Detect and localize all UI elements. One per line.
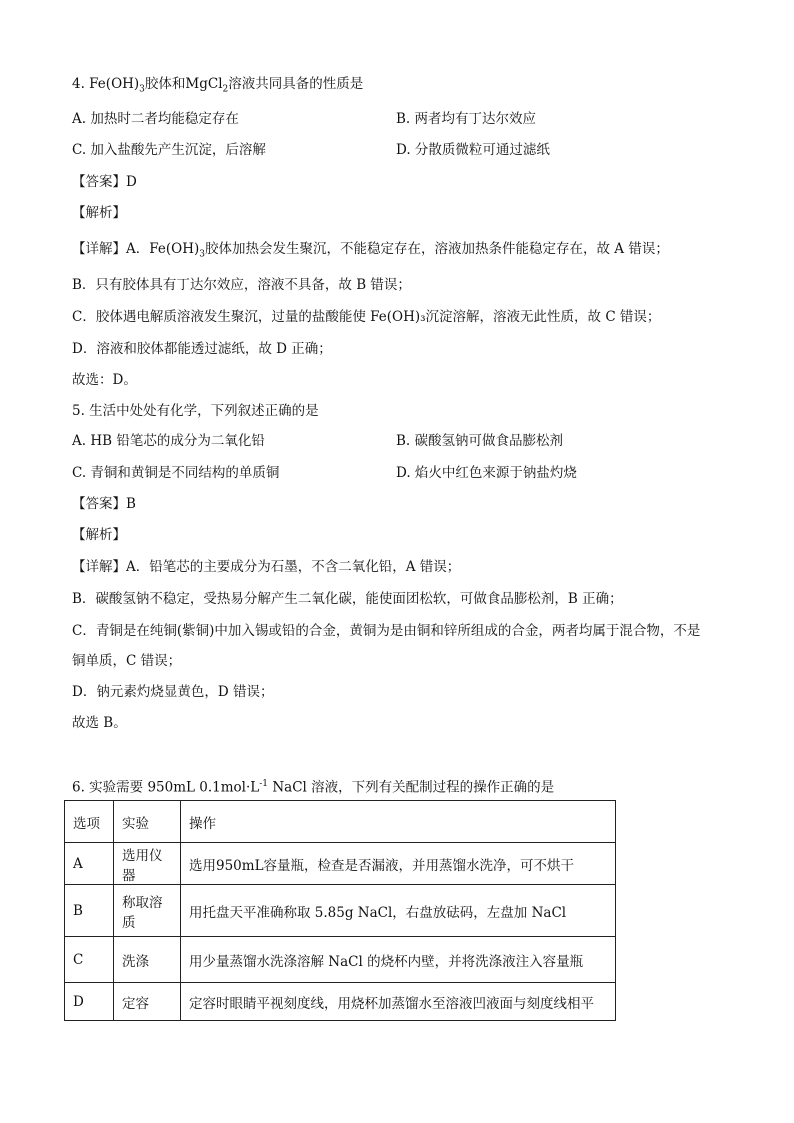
table-cell: 定容时眼睛平视刻度线，用烧杯加蒸馏水至溶液凹液面与刻度线相平 <box>181 983 616 1021</box>
q4-detail-fe: Fe <box>149 241 166 257</box>
q4-stem-oh: (OH) <box>105 76 140 92</box>
q5-detail-b: B．碳酸氢钠不稳定，受热易分解产生二氧化碳，能使面团松软，可做食品膨松剂，B 正确； <box>72 591 623 607</box>
q6-stem-sup: -1 <box>259 779 269 789</box>
table-cell: A <box>65 843 114 885</box>
q4-stem-mgcl: MgCl <box>185 76 223 92</box>
table-cell: B <box>65 885 114 937</box>
table-cell: 定容 <box>114 983 181 1021</box>
table-header-cell: 选项 <box>65 801 114 843</box>
table-row <box>65 983 616 1021</box>
q6-stem <box>72 775 554 797</box>
table-cell: C <box>65 937 114 983</box>
q5-conclusion: 故选 B。 <box>72 715 127 731</box>
table-row <box>65 843 616 885</box>
q5-answer: 【答案】B <box>72 496 136 512</box>
q4-conclusion: 故选：D。 <box>72 372 137 388</box>
table-cell: 选用950mL容量瓶，检查是否漏液，并用蒸馏水洗净，可不烘干 <box>181 843 616 885</box>
q4-answer: 【答案】D <box>72 174 137 190</box>
q5-detail-a: 【详解】A．铅笔芯的主要成分为石墨，不含二氧化铅，A 错误； <box>72 559 461 575</box>
q4-stem-sub2: 2 <box>222 84 229 95</box>
q4-option-d: D. 分散质微粒可通过滤纸 <box>396 142 550 158</box>
q4-stem-text1: 胶体和 <box>144 76 186 92</box>
q4-detail-a-label: 【详解】A． <box>72 241 150 257</box>
q6-stem-text1: 6. 实验需要 950mL 0.1mol·L <box>72 779 260 796</box>
table-cell: 用少量蒸馏水洗涤溶解 NaCl 的烧杯内壁，并将洗涤液注入容量瓶 <box>181 937 616 983</box>
q5-stem: 5. 生活中处处有化学，下列叙述正确的是 <box>72 403 319 419</box>
q5-option-c: C. 青铜和黄铜是不同结构的单质铜 <box>72 465 280 481</box>
q4-detail-d: D．溶液和胶体都能透过滤纸，故 D 正确； <box>72 341 332 357</box>
q5-detail-c-line2: 铜单质，C 错误； <box>72 653 182 669</box>
q4-stem-fe: 4. Fe <box>72 76 106 92</box>
q6-stem-text2: NaCl 溶液，下列有关配制过程的操作正确的是 <box>268 779 555 796</box>
q4-option-b: B. 两者均有丁达尔效应 <box>396 111 537 127</box>
q4-detail-sub3: 3 <box>199 249 205 260</box>
table-row <box>65 885 616 937</box>
q4-option-a: A. 加热时二者均能稳定存在 <box>72 111 239 127</box>
q4-stem-text2: 溶液共同具备的性质是 <box>228 76 364 92</box>
q4-detail-b: B．只有胶体具有丁达尔效应，溶液不具备，故 B 错误； <box>72 277 411 293</box>
q5-option-a: A. HB 铅笔芯的成分为二氧化铅 <box>72 433 265 449</box>
q4-stem <box>72 75 363 99</box>
q4-option-c: C. 加入盐酸先产生沉淀，后溶解 <box>72 142 266 158</box>
table-header-cell: 实验 <box>114 801 181 843</box>
q4-detail-a-text: 胶体加热会发生聚沉，不能稳定存在，溶液加热条件能稳定存在，故 A 错误； <box>204 241 669 257</box>
q6-options-table <box>64 800 616 1021</box>
q4-analysis-heading: 【解析】 <box>72 205 126 221</box>
q5-detail-c-line1: C．青铜是在纯铜(紫铜)中加入锡或铅的合金，黄铜为是由铜和锌所组成的合金，两者均属于混合物，不是 <box>72 623 701 639</box>
q5-detail-d: D．钠元素灼烧显黄色，D 错误； <box>72 684 274 700</box>
q5-option-d: D. 焰火中红色来源于钠盐灼烧 <box>396 465 577 481</box>
table-header-row <box>65 801 616 843</box>
table-cell: 称取溶质 <box>114 885 181 937</box>
q4-stem-sub3: 3 <box>139 84 145 95</box>
table-cell: D <box>65 983 114 1021</box>
q5-option-b: B. 碳酸氢钠可做食品膨松剂 <box>396 433 564 449</box>
table-header-cell: 操作 <box>181 801 616 843</box>
table-cell: 洗涤 <box>114 937 181 983</box>
table-cell: 用托盘天平准确称取 5.85g NaCl，右盘放砝码，左盘加 NaCl <box>181 885 616 937</box>
table-row <box>65 937 616 983</box>
q4-detail-a <box>72 240 669 264</box>
q4-detail-oh: (OH) <box>165 241 200 257</box>
q5-analysis-heading: 【解析】 <box>72 527 126 543</box>
q4-detail-c: C．胶体遇电解质溶液发生聚沉，过量的盐酸能使 Fe(OH)₃沉淀溶解，溶液无此性质，故 C 错误； <box>72 309 661 325</box>
table-cell: 选用仪器 <box>114 843 181 885</box>
